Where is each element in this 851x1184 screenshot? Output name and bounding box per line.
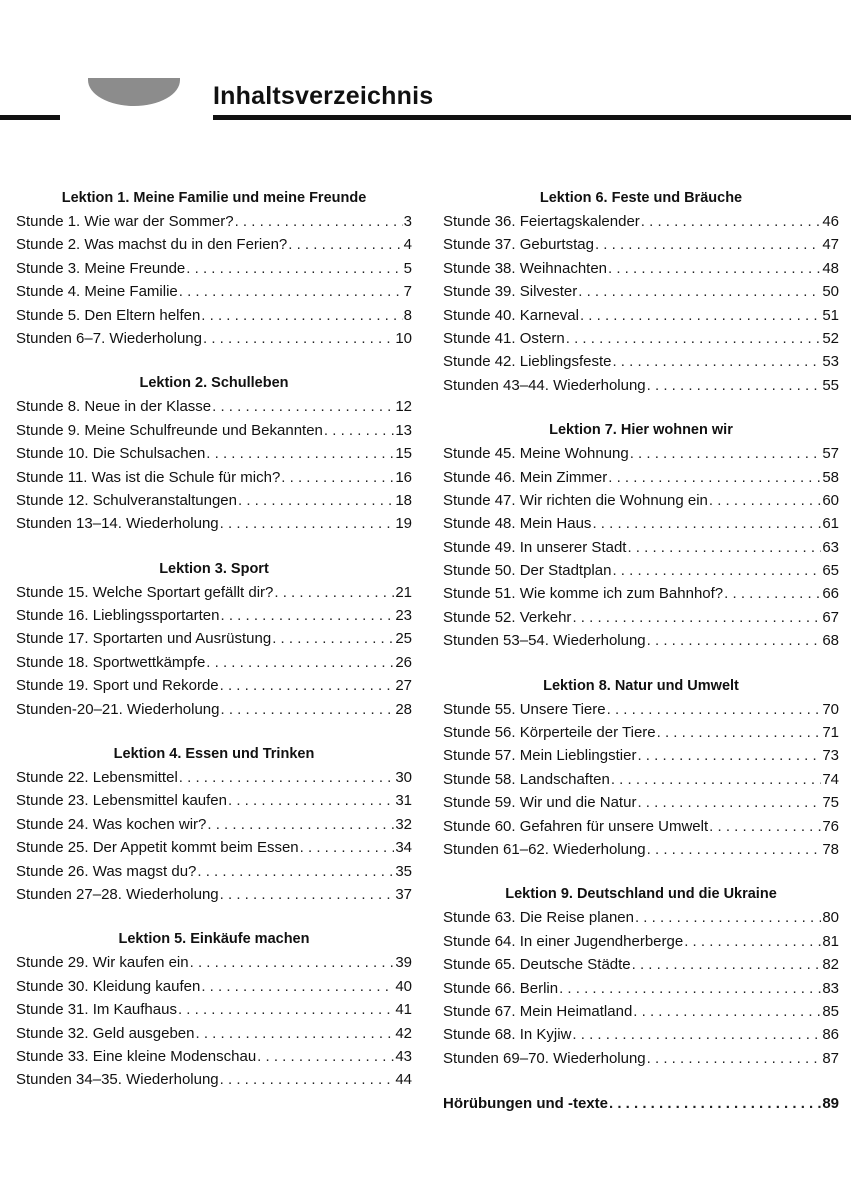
toc-entry-page: 26 (395, 653, 412, 671)
toc-entry-page: 76 (822, 817, 839, 835)
dot-leader (632, 953, 822, 976)
lektion-heading: Lektion 8. Natur und Umwelt (543, 677, 739, 694)
dot-leader (609, 1092, 821, 1115)
toc-entry[interactable] (16, 419, 412, 442)
toc-entry-page: 75 (822, 794, 839, 812)
dot-leader (559, 977, 821, 1000)
toc-entry[interactable] (16, 233, 412, 256)
toc-entry[interactable] (443, 721, 839, 744)
lektion-heading: Lektion 3. Sport (159, 560, 269, 577)
toc-entry[interactable] (443, 906, 839, 929)
dot-leader (647, 1047, 822, 1070)
lektion-heading: Lektion 6. Feste und Bräuche (539, 190, 743, 206)
toc-entry-page: 25 (395, 630, 412, 648)
header-rule (213, 115, 851, 120)
toc-entry-title: Stunde 30. Kleidung kaufen (16, 977, 201, 995)
toc-entry-page: 83 (822, 979, 839, 997)
toc-entry-page: 55 (822, 376, 839, 394)
toc-entry-title: Stunde 46. Mein Zimmer (443, 468, 608, 486)
toc-entry[interactable] (16, 604, 412, 627)
lektion-section (443, 419, 839, 653)
toc-entry-title: Stunde 42. Lieblingsfeste (443, 353, 612, 371)
toc-entry-page: 89 (822, 1095, 839, 1113)
dot-leader (709, 489, 821, 512)
toc-entry-page: 41 (395, 1001, 412, 1019)
lektion-heading: Lektion 1. Meine Familie und meine Freunde (61, 190, 367, 206)
toc-entry[interactable] (443, 698, 839, 721)
toc-entry-page: 32 (395, 815, 412, 833)
lektion-heading: Lektion 4. Essen und Trinken (113, 746, 315, 763)
toc-entry-page: 50 (822, 283, 839, 301)
toc-entry-title: Stunden 27–28. Wiederholung (16, 885, 219, 903)
dot-leader (572, 606, 821, 629)
toc-entry-title: Stunde 3. Meine Freunde (16, 259, 186, 277)
toc-entry-page: 28 (395, 700, 412, 718)
toc-entry-page: 58 (822, 468, 839, 486)
toc-entry-title: Stunde 58. Landschaften (443, 770, 610, 788)
toc-entry-title: Stunde 2. Was machst du in den Ferien? (16, 236, 288, 254)
toc-entry-title: Stunde 31. Im Kaufhaus (16, 1001, 177, 1019)
dot-leader (201, 304, 402, 327)
toc-entry[interactable] (443, 466, 839, 489)
toc-entry-title: Stunde 51. Wie komme ich zum Bahnhof? (443, 585, 724, 603)
toc-entry[interactable] (443, 559, 839, 582)
toc-entry-page: 47 (822, 236, 839, 254)
dot-leader (220, 698, 394, 721)
dot-leader (220, 883, 395, 906)
toc-entry[interactable] (443, 791, 839, 814)
toc-entry-page: 15 (395, 445, 412, 463)
toc-entry-page: 48 (822, 259, 839, 277)
toc-entry-title: Stunde 45. Meine Wohnung (443, 445, 629, 463)
dot-leader (257, 1045, 394, 1068)
toc-entry-title: Stunde 8. Neue in der Klasse (16, 398, 212, 416)
toc-entry-title: Stunde 23. Lebensmittel kaufen (16, 792, 227, 810)
dot-leader (197, 860, 394, 883)
toc-entry-page: 35 (395, 862, 412, 880)
toc-entry[interactable] (16, 813, 412, 836)
dot-leader (611, 768, 822, 791)
toc-entry[interactable] (443, 953, 839, 976)
toc-entry-page: 85 (822, 1002, 839, 1020)
toc-entry-title: Stunde 52. Verkehr (443, 608, 572, 626)
toc-entry-title: Stunde 47. Wir richten die Wohnung ein (443, 491, 708, 509)
toc-entry-page: 18 (395, 491, 412, 509)
lektion-heading: Lektion 5. Einkäufe machen (118, 931, 310, 948)
toc-entry-title: Stunde 1. Wie war der Sommer? (16, 213, 234, 230)
toc-entry[interactable] (443, 489, 839, 512)
toc-entry-page: 39 (395, 954, 412, 972)
toc-entry[interactable] (16, 836, 412, 859)
toc-entry-title: Stunde 33. Eine kleine Modenschau (16, 1047, 257, 1065)
toc-entry-title: Stunde 55. Unsere Tiere (443, 700, 606, 718)
dot-leader (637, 791, 821, 814)
toc-entry[interactable] (443, 606, 839, 629)
dot-leader (647, 374, 822, 397)
dot-leader (195, 1022, 394, 1045)
toc-entry-title: Stunde 50. Der Stadtplan (443, 562, 612, 580)
dot-leader (637, 744, 821, 767)
toc-entry[interactable] (16, 1068, 412, 1091)
dot-leader (207, 813, 394, 836)
dot-leader (607, 698, 822, 721)
lektion-section (16, 187, 412, 350)
toc-entry-page: 40 (395, 977, 412, 995)
dot-leader (724, 582, 821, 605)
toc-entry-title: Stunde 18. Sportwettkämpfe (16, 653, 206, 671)
toc-entry-title: Stunde 41. Ostern (443, 329, 565, 347)
toc-entry[interactable] (16, 395, 412, 418)
toc-entry-title: Stunde 49. In unserer Stadt (443, 538, 627, 556)
toc-entry-title: Stunde 15. Welche Sportart gefällt dir? (16, 583, 274, 601)
toc-entry-title: Stunde 63. Die Reise planen (443, 909, 634, 927)
toc-entry[interactable] (443, 838, 839, 861)
toc-entry-title: Stunde 60. Gefahren für unsere Umwelt (443, 817, 709, 835)
toc-entry-page: 27 (395, 677, 412, 695)
dot-leader (206, 651, 394, 674)
toc-entry-page: 37 (395, 885, 412, 903)
toc-entry[interactable] (16, 442, 412, 465)
lektion-heading: Lektion 2. Schulleben (139, 375, 289, 392)
toc-entry[interactable] (16, 951, 412, 974)
toc-entry-title: Stunde 38. Weihnachten (443, 259, 608, 277)
toc-entry-title: Stunde 9. Meine Schulfreunde und Bekannten (16, 421, 323, 439)
toc-entry-page: 66 (822, 585, 839, 603)
dot-leader (612, 559, 821, 582)
lektion-section (16, 372, 412, 535)
toc-column-left (16, 187, 412, 1114)
toc-entry-page: 43 (395, 1047, 412, 1065)
dot-leader (647, 629, 822, 652)
dot-leader (179, 280, 403, 303)
toc-entry[interactable] (16, 489, 412, 512)
toc-entry[interactable] (16, 210, 412, 233)
toc-entry-page: 53 (822, 353, 839, 371)
lektion-section (16, 558, 412, 721)
toc-entry[interactable] (16, 512, 412, 535)
toc-entry-page: 19 (395, 515, 412, 533)
dot-leader (572, 1023, 821, 1046)
toc-entry-title: Stunde 26. Was magst du? (16, 862, 197, 880)
toc-entry[interactable] (16, 975, 412, 998)
toc-entry-page: 81 (822, 932, 839, 950)
toc-entry-page: 60 (822, 491, 839, 509)
dot-leader (220, 604, 394, 627)
toc-entry[interactable] (16, 998, 412, 1021)
dot-leader (186, 257, 402, 280)
toc-entry-page: 23 (395, 607, 412, 625)
toc-entry-page: 51 (822, 306, 839, 324)
toc-entry[interactable] (443, 768, 839, 791)
dot-leader (212, 395, 394, 418)
dot-leader (300, 836, 395, 859)
toc-entry-page: 21 (395, 583, 412, 601)
dot-leader (281, 466, 394, 489)
toc-entry-page: 87 (822, 1049, 839, 1067)
toc-entry[interactable] (16, 789, 412, 812)
toc-entry-title: Stunde 57. Mein Lieblingstier (443, 747, 637, 765)
lektion-heading: Lektion 7. Hier wohnen wir (549, 422, 733, 439)
toc-entry-title: Stunde 10. Die Schulsachen (16, 445, 206, 463)
dot-leader (635, 906, 821, 929)
dot-leader (608, 466, 821, 489)
toc-entry-title: Stunde 56. Körperteile der Tiere (443, 724, 656, 742)
toc-entry-page: 71 (822, 724, 839, 742)
dot-leader (578, 280, 821, 303)
toc-entry-title: Stunden 13–14. Wiederholung (16, 515, 219, 533)
toc-entry-title: Hörübungen und -texte (443, 1095, 608, 1113)
toc-entry-page: 52 (822, 329, 839, 347)
toc-entry-title: Stunde 39. Silvester (443, 283, 578, 301)
toc-entry-page: 8 (403, 306, 412, 324)
dot-leader (220, 1068, 395, 1091)
toc-entry-page: 13 (395, 421, 412, 439)
toc-entry[interactable] (16, 698, 412, 721)
toc-entry[interactable] (443, 257, 839, 280)
toc-entry-title: Stunde 19. Sport und Rekorde (16, 677, 219, 695)
toc-entry-title: Stunde 29. Wir kaufen ein (16, 954, 189, 972)
toc-entry-page: 12 (395, 398, 412, 416)
toc-entry[interactable] (16, 651, 412, 674)
toc-entry-title: Stunde 68. In Kyjiw (443, 1026, 572, 1044)
toc-entry-page: 30 (395, 769, 412, 787)
toc-entry-page: 16 (395, 468, 412, 486)
toc-entry-page: 68 (822, 632, 839, 650)
toc-entry-title: Stunde 64. In einer Jugendherberge (443, 932, 684, 950)
toc-entry-title: Stunde 37. Geburtstag (443, 236, 594, 254)
toc-entry-page: 10 (395, 329, 412, 347)
toc-entry-title: Stunde 17. Sportarten und Ausrüstung (16, 630, 272, 648)
toc-entry-title: Stunden 6–7. Wiederholung (16, 329, 202, 347)
dot-leader (274, 581, 394, 604)
toc-entry[interactable] (443, 977, 839, 1000)
toc-entry-page: 82 (822, 956, 839, 974)
dot-leader (288, 233, 402, 256)
toc-entry[interactable] (443, 210, 839, 233)
toc-entry-title: Stunde 4. Meine Familie (16, 283, 178, 301)
toc-entry-hoerubungen[interactable] (443, 1092, 839, 1115)
header-rule-left (0, 115, 60, 120)
toc-entry-page: 5 (403, 259, 412, 277)
toc-entry-page: 34 (395, 839, 412, 857)
lektion-section (443, 675, 839, 862)
toc-entry-page: 31 (395, 792, 412, 810)
toc-entry[interactable] (443, 374, 839, 397)
lektion-section (16, 928, 412, 1091)
toc-entry[interactable] (443, 280, 839, 303)
toc-entry-page: 42 (395, 1024, 412, 1042)
toc-entry[interactable] (16, 766, 412, 789)
toc-entry[interactable] (443, 442, 839, 465)
dot-leader (592, 512, 821, 535)
toc-entry-title: Stunde 24. Was kochen wir? (16, 815, 207, 833)
dot-leader (238, 489, 394, 512)
toc-entry-title: Stunde 25. Der Appetit kommt beim Essen (16, 839, 299, 857)
toc-entry[interactable] (16, 466, 412, 489)
toc-column-right (443, 187, 839, 1116)
dot-leader (220, 674, 395, 697)
toc-entry[interactable] (443, 233, 839, 256)
toc-entry-title: Stunde 40. Karneval (443, 306, 579, 324)
dot-leader (179, 766, 395, 789)
toc-entry[interactable] (16, 257, 412, 280)
dot-leader (190, 951, 395, 974)
toc-entry[interactable] (16, 1022, 412, 1045)
toc-entry[interactable] (443, 582, 839, 605)
toc-entry[interactable] (443, 930, 839, 953)
dot-leader (580, 304, 821, 327)
toc-entry-page: 67 (822, 608, 839, 626)
dot-leader (206, 442, 394, 465)
dot-leader (203, 327, 394, 350)
toc-entry-page: 78 (822, 840, 839, 858)
toc-entry-page: 3 (403, 213, 412, 230)
toc-entry-title: Stunde 67. Mein Heimatland (443, 1002, 633, 1020)
toc-entry-title: Stunde 36. Feiertagskalender (443, 213, 640, 230)
toc-entry-page: 57 (822, 445, 839, 463)
toc-entry-title: Stunde 16. Lieblingssportarten (16, 607, 220, 625)
toc-entry[interactable] (443, 629, 839, 652)
toc-entry-title: Stunde 66. Berlin (443, 979, 559, 997)
toc-entry-title: Stunde 5. Den Eltern helfen (16, 306, 201, 324)
toc-entry-page: 4 (403, 236, 412, 254)
toc-entry-title: Stunden-20–21. Wiederholung (16, 700, 220, 718)
dot-leader (684, 930, 821, 953)
toc-entry-title: Stunde 22. Lebensmittel (16, 769, 178, 787)
toc-entry[interactable] (16, 883, 412, 906)
toc-entry-page: 46 (822, 213, 839, 230)
toc-entry-page: 63 (822, 538, 839, 556)
toc-entry[interactable] (16, 327, 412, 350)
lektion-section (16, 743, 412, 906)
toc-entry[interactable] (16, 627, 412, 650)
toc-entry-page: 73 (822, 747, 839, 765)
toc-entry-title: Stunden 61–62. Wiederholung (443, 840, 646, 858)
toc-entry-title: Stunde 11. Was ist die Schule für mich? (16, 468, 281, 486)
dot-leader (178, 998, 394, 1021)
toc-entry[interactable] (443, 815, 839, 838)
dot-leader (647, 838, 822, 861)
dot-leader (627, 536, 821, 559)
toc-entry[interactable] (443, 536, 839, 559)
lektion-heading: Lektion 9. Deutschland und die Ukraine (505, 886, 777, 903)
toc-entry-title: Stunde 48. Mein Haus (443, 515, 592, 533)
dot-leader (612, 350, 821, 373)
toc-entry-title: Stunden 69–70. Wiederholung (443, 1049, 646, 1067)
toc-entry-page: 44 (395, 1071, 412, 1089)
page-title: Inhaltsverzeichnis (213, 82, 434, 110)
lektion-section (443, 187, 839, 397)
toc-entry-page: 86 (822, 1026, 839, 1044)
toc-entry-title: Stunde 65. Deutsche Städte (443, 956, 631, 974)
toc-entry-page: 61 (822, 515, 839, 533)
toc-entry[interactable] (16, 304, 412, 327)
dot-leader (272, 627, 394, 650)
dot-leader (566, 327, 822, 350)
toc-entry[interactable] (16, 280, 412, 303)
toc-entry[interactable] (16, 674, 412, 697)
toc-entry[interactable] (443, 1047, 839, 1070)
toc-entry[interactable] (443, 744, 839, 767)
dot-leader (608, 257, 821, 280)
toc-entry[interactable] (443, 304, 839, 327)
toc-entry-page: 65 (822, 562, 839, 580)
toc-entry-title: Stunde 59. Wir und die Natur (443, 794, 637, 812)
dot-leader (201, 975, 394, 998)
dot-leader (595, 233, 821, 256)
toc-entry-title: Stunde 32. Geld ausgeben (16, 1024, 195, 1042)
toc-entry[interactable] (443, 1000, 839, 1023)
toc-entry[interactable] (443, 327, 839, 350)
toc-entry-page: 80 (822, 909, 839, 927)
lektion-section (443, 883, 839, 1070)
toc-entry-page: 70 (822, 700, 839, 718)
toc-entry[interactable] (16, 860, 412, 883)
dot-leader (641, 210, 822, 233)
toc-entry[interactable] (443, 350, 839, 373)
dot-leader (657, 721, 822, 744)
dot-leader (633, 1000, 821, 1023)
toc-entry-title: Stunden 53–54. Wiederholung (443, 632, 646, 650)
dot-leader (228, 789, 394, 812)
toc-entry[interactable] (443, 512, 839, 535)
dot-leader (235, 210, 403, 233)
dot-leader (324, 419, 394, 442)
toc-entry-page: 7 (403, 283, 412, 301)
toc-entry-title: Stunden 43–44. Wiederholung (443, 376, 646, 394)
dot-leader (630, 442, 822, 465)
toc-entry-title: Stunden 34–35. Wiederholung (16, 1071, 219, 1089)
toc-entry[interactable] (16, 1045, 412, 1068)
toc-entry[interactable] (443, 1023, 839, 1046)
dot-leader (709, 815, 821, 838)
toc-entry-title: Stunde 12. Schulveranstaltungen (16, 491, 237, 509)
header-tab-decoration (88, 78, 180, 106)
toc-entry[interactable] (16, 581, 412, 604)
dot-leader (220, 512, 395, 535)
toc-entry-page: 74 (822, 770, 839, 788)
